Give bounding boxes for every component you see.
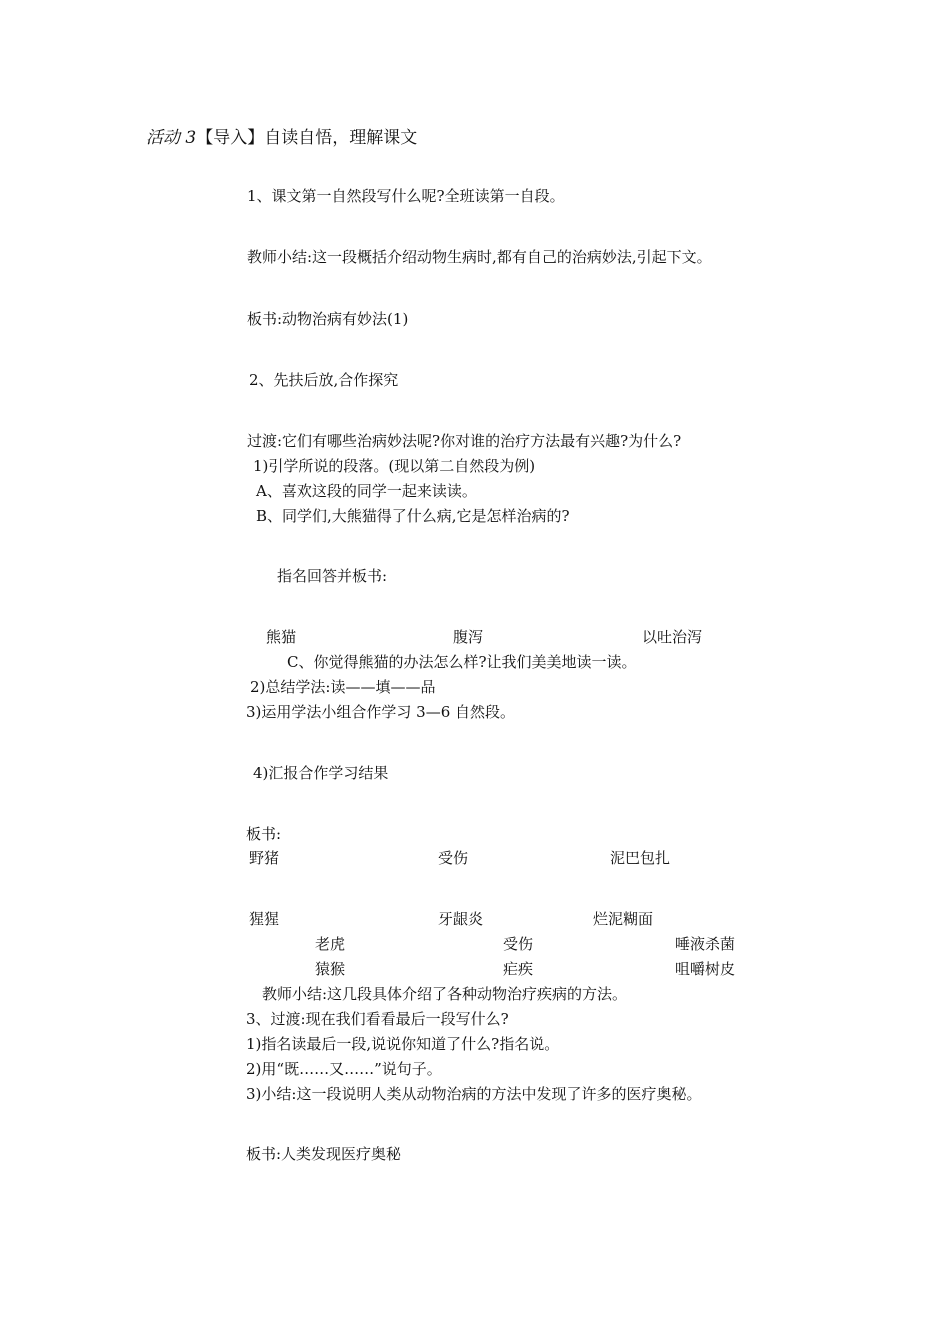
teacher-summary-2: 教师小结:这几段具体介绍了各种动物治疗疾病的方法。 [262,985,628,1003]
panda-method: 以吐治泻 [642,628,703,646]
answer-prompt: 指名回答并板书: [277,567,388,585]
panda-animal: 熊猫 [266,628,297,646]
row-4-method: 咀嚼树皮 [675,960,736,978]
row-2-animal: 猩猩 [249,910,280,928]
row-1-method: 泥巴包扎 [610,849,671,867]
row-1-illness: 受伤 [438,849,469,867]
step-4: 4)汇报合作学习结果 [253,764,389,782]
step-3: 3)运用学法小组合作学习 3—6 自然段。 [246,703,516,721]
board-note-1: 板书:动物治病有妙法(1) [247,310,409,328]
step-2: 2)总结学法:读——填——品 [250,678,436,696]
step-a: A、喜欢这段的同学一起来读读。 [256,482,477,500]
question-3-step-1: 1)指名读最后一段,说说你知道了什么?指名说。 [246,1035,560,1053]
row-3-method: 唾液杀菌 [675,935,736,953]
question-3-step-3: 3)小结:这一段说明人类从动物治病的方法中发现了许多的医疗奥秘。 [246,1085,702,1103]
question-3-step-2: 2)用“既……又……”说句子。 [246,1060,442,1078]
row-4-illness: 疟疾 [503,960,534,978]
question-2: 2、先扶后放,合作探究 [249,371,399,389]
panda-illness: 腹泻 [453,628,484,646]
activity-number: 活动 3 [146,128,197,148]
row-2-illness: 牙龈炎 [438,910,484,928]
activity-title: 【导入】自读自悟，理解课文 [196,128,418,148]
step-c: C、你觉得熊猫的办法怎么样?让我们美美地读一读。 [287,653,637,671]
board-note-3: 板书:人类发现医疗奥秘 [246,1145,402,1163]
row-3-illness: 受伤 [503,935,534,953]
step-1: 1)引学所说的段落。(现以第二自然段为例) [253,457,536,475]
transition-1: 过渡:它们有哪些治病妙法呢?你对谁的治疗方法最有兴趣?为什么? [247,432,682,450]
question-3: 3、过渡:现在我们看看最后一段写什么? [246,1010,509,1028]
teacher-summary-1: 教师小结:这一段概括介绍动物生病时,都有自己的治病妙法,引起下文。 [247,248,712,266]
row-2-method: 烂泥糊面 [593,910,654,928]
board-note-2: 板书: [246,825,282,843]
row-1-animal: 野猪 [249,849,280,867]
row-4-animal: 猿猴 [315,960,346,978]
activity-heading [146,126,417,150]
step-b: B、同学们,大熊猫得了什么病,它是怎样治病的? [256,507,570,525]
question-1: 1、课文第一自然段写什么呢?全班读第一自段。 [247,187,565,205]
row-3-animal: 老虎 [315,935,346,953]
